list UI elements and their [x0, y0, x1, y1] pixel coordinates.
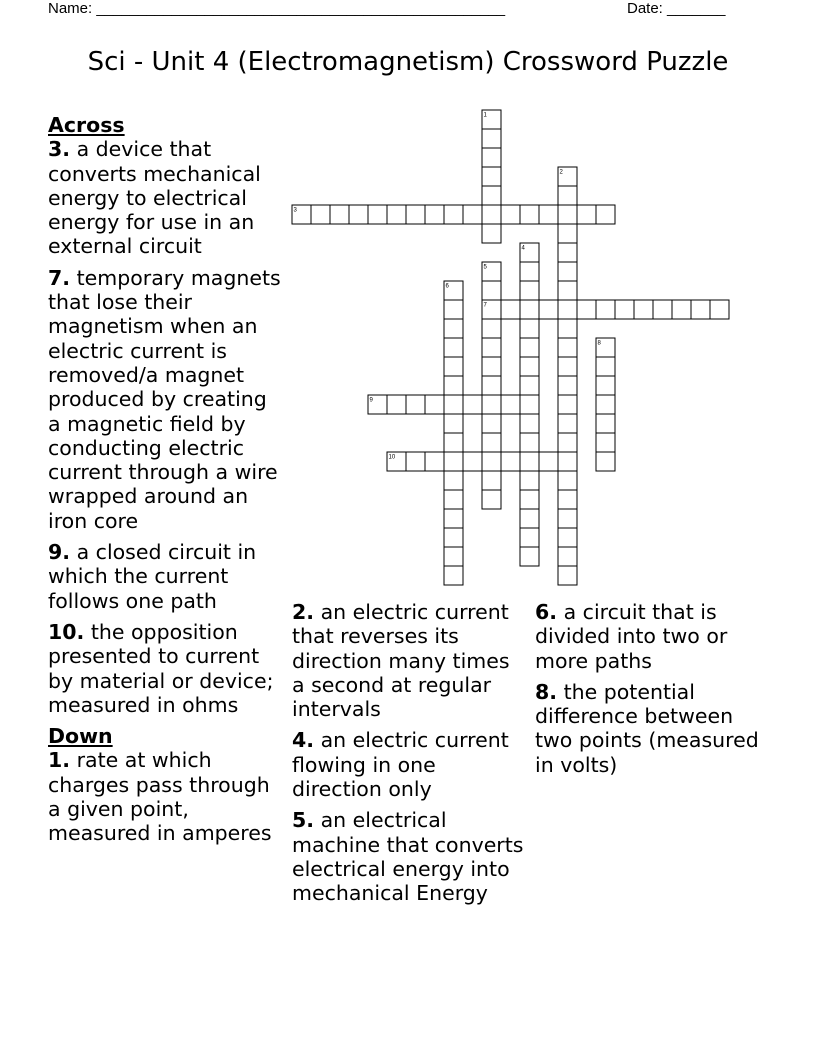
grid-cell[interactable] [482, 414, 501, 433]
grid-cell[interactable] [425, 452, 444, 471]
grid-cell[interactable] [482, 471, 501, 490]
grid-cell[interactable] [520, 414, 539, 433]
grid-cell[interactable] [539, 300, 558, 319]
grid-cell[interactable] [634, 300, 653, 319]
grid-cell[interactable] [501, 300, 520, 319]
grid-cell[interactable] [520, 300, 539, 319]
grid-cell[interactable] [672, 300, 691, 319]
grid-cell[interactable] [444, 319, 463, 338]
grid-cell[interactable] [558, 186, 577, 205]
grid-cell[interactable] [501, 452, 520, 471]
grid-cell[interactable] [444, 376, 463, 395]
grid-cell[interactable] [596, 300, 615, 319]
clue-text: temporary magnets that lose their magnetism when an electric current is removed/a magnet produced by creating a magnetic field by conducting electric current through a wire wrapped around an iron core [48, 265, 281, 533]
grid-cell[interactable] [596, 395, 615, 414]
clue-down-1 [48, 748, 282, 845]
clue-number: 2. [292, 600, 315, 624]
grid-cell[interactable] [558, 509, 577, 528]
grid-cell[interactable] [444, 452, 463, 471]
name-field-label: Name: _________________________________________________ [48, 0, 506, 17]
grid-cell[interactable] [691, 300, 710, 319]
grid-cell-number: 8 [597, 340, 601, 347]
grid-cell[interactable] [463, 205, 482, 224]
grid-cell[interactable] [539, 452, 558, 471]
page-title: Sci - Unit 4 (Electromagnetism) Crossword Puzzle [87, 47, 729, 77]
grid-cell[interactable] [425, 395, 444, 414]
grid-cell[interactable] [444, 357, 463, 376]
clue-text: a circuit that is divided into two or more paths [535, 600, 728, 673]
grid-cell[interactable] [520, 338, 539, 357]
grid-cell[interactable] [444, 414, 463, 433]
grid-cell[interactable] [368, 205, 387, 224]
grid-cell[interactable] [444, 528, 463, 547]
grid-cell[interactable] [596, 357, 615, 376]
grid-cell[interactable] [596, 414, 615, 433]
grid-cell[interactable] [444, 547, 463, 566]
grid-cell[interactable] [444, 300, 463, 319]
date-field-label: Date: _______ [627, 0, 726, 17]
grid-cell[interactable] [501, 395, 520, 414]
grid-cell[interactable] [482, 357, 501, 376]
grid-cell[interactable] [577, 205, 596, 224]
grid-cell[interactable] [558, 414, 577, 433]
grid-cell[interactable] [520, 395, 539, 414]
grid-cell[interactable] [482, 167, 501, 186]
grid-cell[interactable] [311, 205, 330, 224]
grid-cell-number: 9 [369, 397, 373, 404]
grid-cell[interactable] [406, 395, 425, 414]
grid-cell-number: 7 [483, 302, 487, 309]
grid-cell[interactable] [558, 433, 577, 452]
grid-cell[interactable] [463, 452, 482, 471]
clue-text: a closed circuit in which the current follows one path [48, 540, 257, 613]
grid-cell[interactable] [558, 224, 577, 243]
grid-cell[interactable] [425, 205, 444, 224]
grid-cell[interactable] [520, 281, 539, 300]
clue-number: 9. [48, 540, 71, 565]
grid-cell[interactable] [558, 205, 577, 224]
clue-number: 5. [292, 808, 315, 833]
grid-cell[interactable] [558, 452, 577, 471]
clue-text: an electrical machine that converts electrical energy into mechanical Energy [292, 808, 524, 906]
grid-cell[interactable] [482, 129, 501, 148]
grid-cell-number: 4 [521, 245, 525, 252]
grid-cell[interactable] [596, 205, 615, 224]
grid-cell[interactable] [501, 205, 520, 224]
clue-number: 10. [48, 619, 85, 644]
grid-cell[interactable] [710, 300, 729, 319]
grid-cell[interactable] [463, 395, 482, 414]
grid-cell[interactable] [520, 319, 539, 338]
grid-cell[interactable] [596, 433, 615, 452]
clue-number: 3. [48, 137, 71, 162]
grid-cell[interactable] [520, 357, 539, 376]
grid-cell[interactable] [444, 490, 463, 509]
grid-cell[interactable] [482, 319, 501, 338]
grid-cell[interactable] [615, 300, 634, 319]
grid-cell[interactable] [558, 547, 577, 566]
grid-cell[interactable] [482, 490, 501, 509]
clue-number: 7. [48, 265, 71, 290]
grid-cell-number: 5 [483, 264, 487, 271]
grid-cell[interactable] [387, 205, 406, 224]
clue-column-middle [292, 600, 528, 913]
grid-cell[interactable] [520, 433, 539, 452]
grid-cell[interactable] [482, 224, 501, 243]
grid-cell[interactable] [539, 205, 558, 224]
grid-cell[interactable] [406, 205, 425, 224]
clue-column-left [48, 113, 282, 853]
grid-cell[interactable] [596, 452, 615, 471]
grid-cell-number: 1 [483, 112, 487, 119]
grid-cell[interactable] [520, 509, 539, 528]
clue-across-9 [48, 540, 282, 613]
grid-cell[interactable] [558, 243, 577, 262]
grid-cell[interactable] [558, 281, 577, 300]
clue-text: the potential difference between two points (measured in volts) [535, 679, 759, 777]
clue-down-8 [535, 680, 760, 777]
grid-cell[interactable] [520, 471, 539, 490]
grid-cell[interactable] [482, 433, 501, 452]
clue-number: 6. [535, 600, 558, 624]
grid-cell[interactable] [482, 395, 501, 414]
grid-cell[interactable] [558, 338, 577, 357]
grid-cell[interactable] [330, 205, 349, 224]
clue-number: 4. [292, 728, 315, 753]
grid-cell[interactable] [482, 452, 501, 471]
grid-cell[interactable] [558, 566, 577, 585]
grid-cell[interactable] [558, 528, 577, 547]
grid-cell[interactable] [482, 281, 501, 300]
clue-number: 1. [48, 748, 71, 773]
grid-cell[interactable] [577, 300, 596, 319]
grid-cell[interactable] [558, 300, 577, 319]
grid-cell[interactable] [653, 300, 672, 319]
grid-cell[interactable] [444, 395, 463, 414]
clue-text: an electric current flowing in one direction only [292, 728, 509, 802]
grid-cell[interactable] [444, 433, 463, 452]
down-heading: Down [48, 724, 113, 749]
grid-cell[interactable] [558, 262, 577, 281]
grid-cell[interactable] [558, 319, 577, 338]
grid-cell[interactable] [520, 452, 539, 471]
grid-cell[interactable] [520, 205, 539, 224]
grid-cell-number: 6 [445, 283, 449, 290]
grid-cell[interactable] [520, 490, 539, 509]
grid-cell[interactable] [558, 376, 577, 395]
grid-cell-number: 3 [293, 207, 297, 214]
grid-cell[interactable] [558, 395, 577, 414]
grid-cell[interactable] [520, 547, 539, 566]
grid-cell[interactable] [387, 395, 406, 414]
clue-text: an electric current that reverses its direction many times a second at regular intervals [292, 600, 510, 722]
grid-cell[interactable] [349, 205, 368, 224]
across-heading: Across [48, 113, 125, 137]
clue-number: 8. [535, 679, 558, 704]
clue-down-2 [292, 600, 528, 721]
grid-cell[interactable] [482, 148, 501, 167]
grid-cell[interactable] [482, 205, 501, 224]
clue-text: the opposition presented to current by material or device; measured in ohms [48, 619, 274, 717]
grid-cell[interactable] [444, 205, 463, 224]
clue-text: a device that converts mechanical energy to electrical energy for use in an external circuit [48, 137, 261, 259]
clue-column-right [535, 600, 760, 784]
grid-cell[interactable] [482, 338, 501, 357]
clue-text: rate at which charges pass through a given point, measured in amperes [48, 748, 272, 846]
clue-down-5 [292, 808, 528, 905]
grid-cell[interactable] [482, 186, 501, 205]
grid-cell[interactable] [596, 376, 615, 395]
grid-cell[interactable] [558, 471, 577, 490]
grid-cell[interactable] [444, 566, 463, 585]
clue-down-4 [292, 728, 528, 801]
grid-cell[interactable] [444, 471, 463, 490]
grid-cell[interactable] [444, 509, 463, 528]
grid-cell-number: 10 [388, 454, 396, 461]
grid-cell[interactable] [482, 376, 501, 395]
grid-cell-number: 2 [559, 169, 563, 176]
clue-across-10 [48, 620, 282, 717]
grid-cell[interactable] [520, 262, 539, 281]
grid-cell[interactable] [406, 452, 425, 471]
grid-cell[interactable] [558, 357, 577, 376]
grid-cell[interactable] [520, 376, 539, 395]
grid-cell[interactable] [444, 338, 463, 357]
clue-across-3 [48, 137, 282, 258]
clue-down-6 [535, 600, 760, 673]
clue-across-7 [48, 266, 282, 533]
grid-cell[interactable] [520, 528, 539, 547]
grid-cell[interactable] [558, 490, 577, 509]
